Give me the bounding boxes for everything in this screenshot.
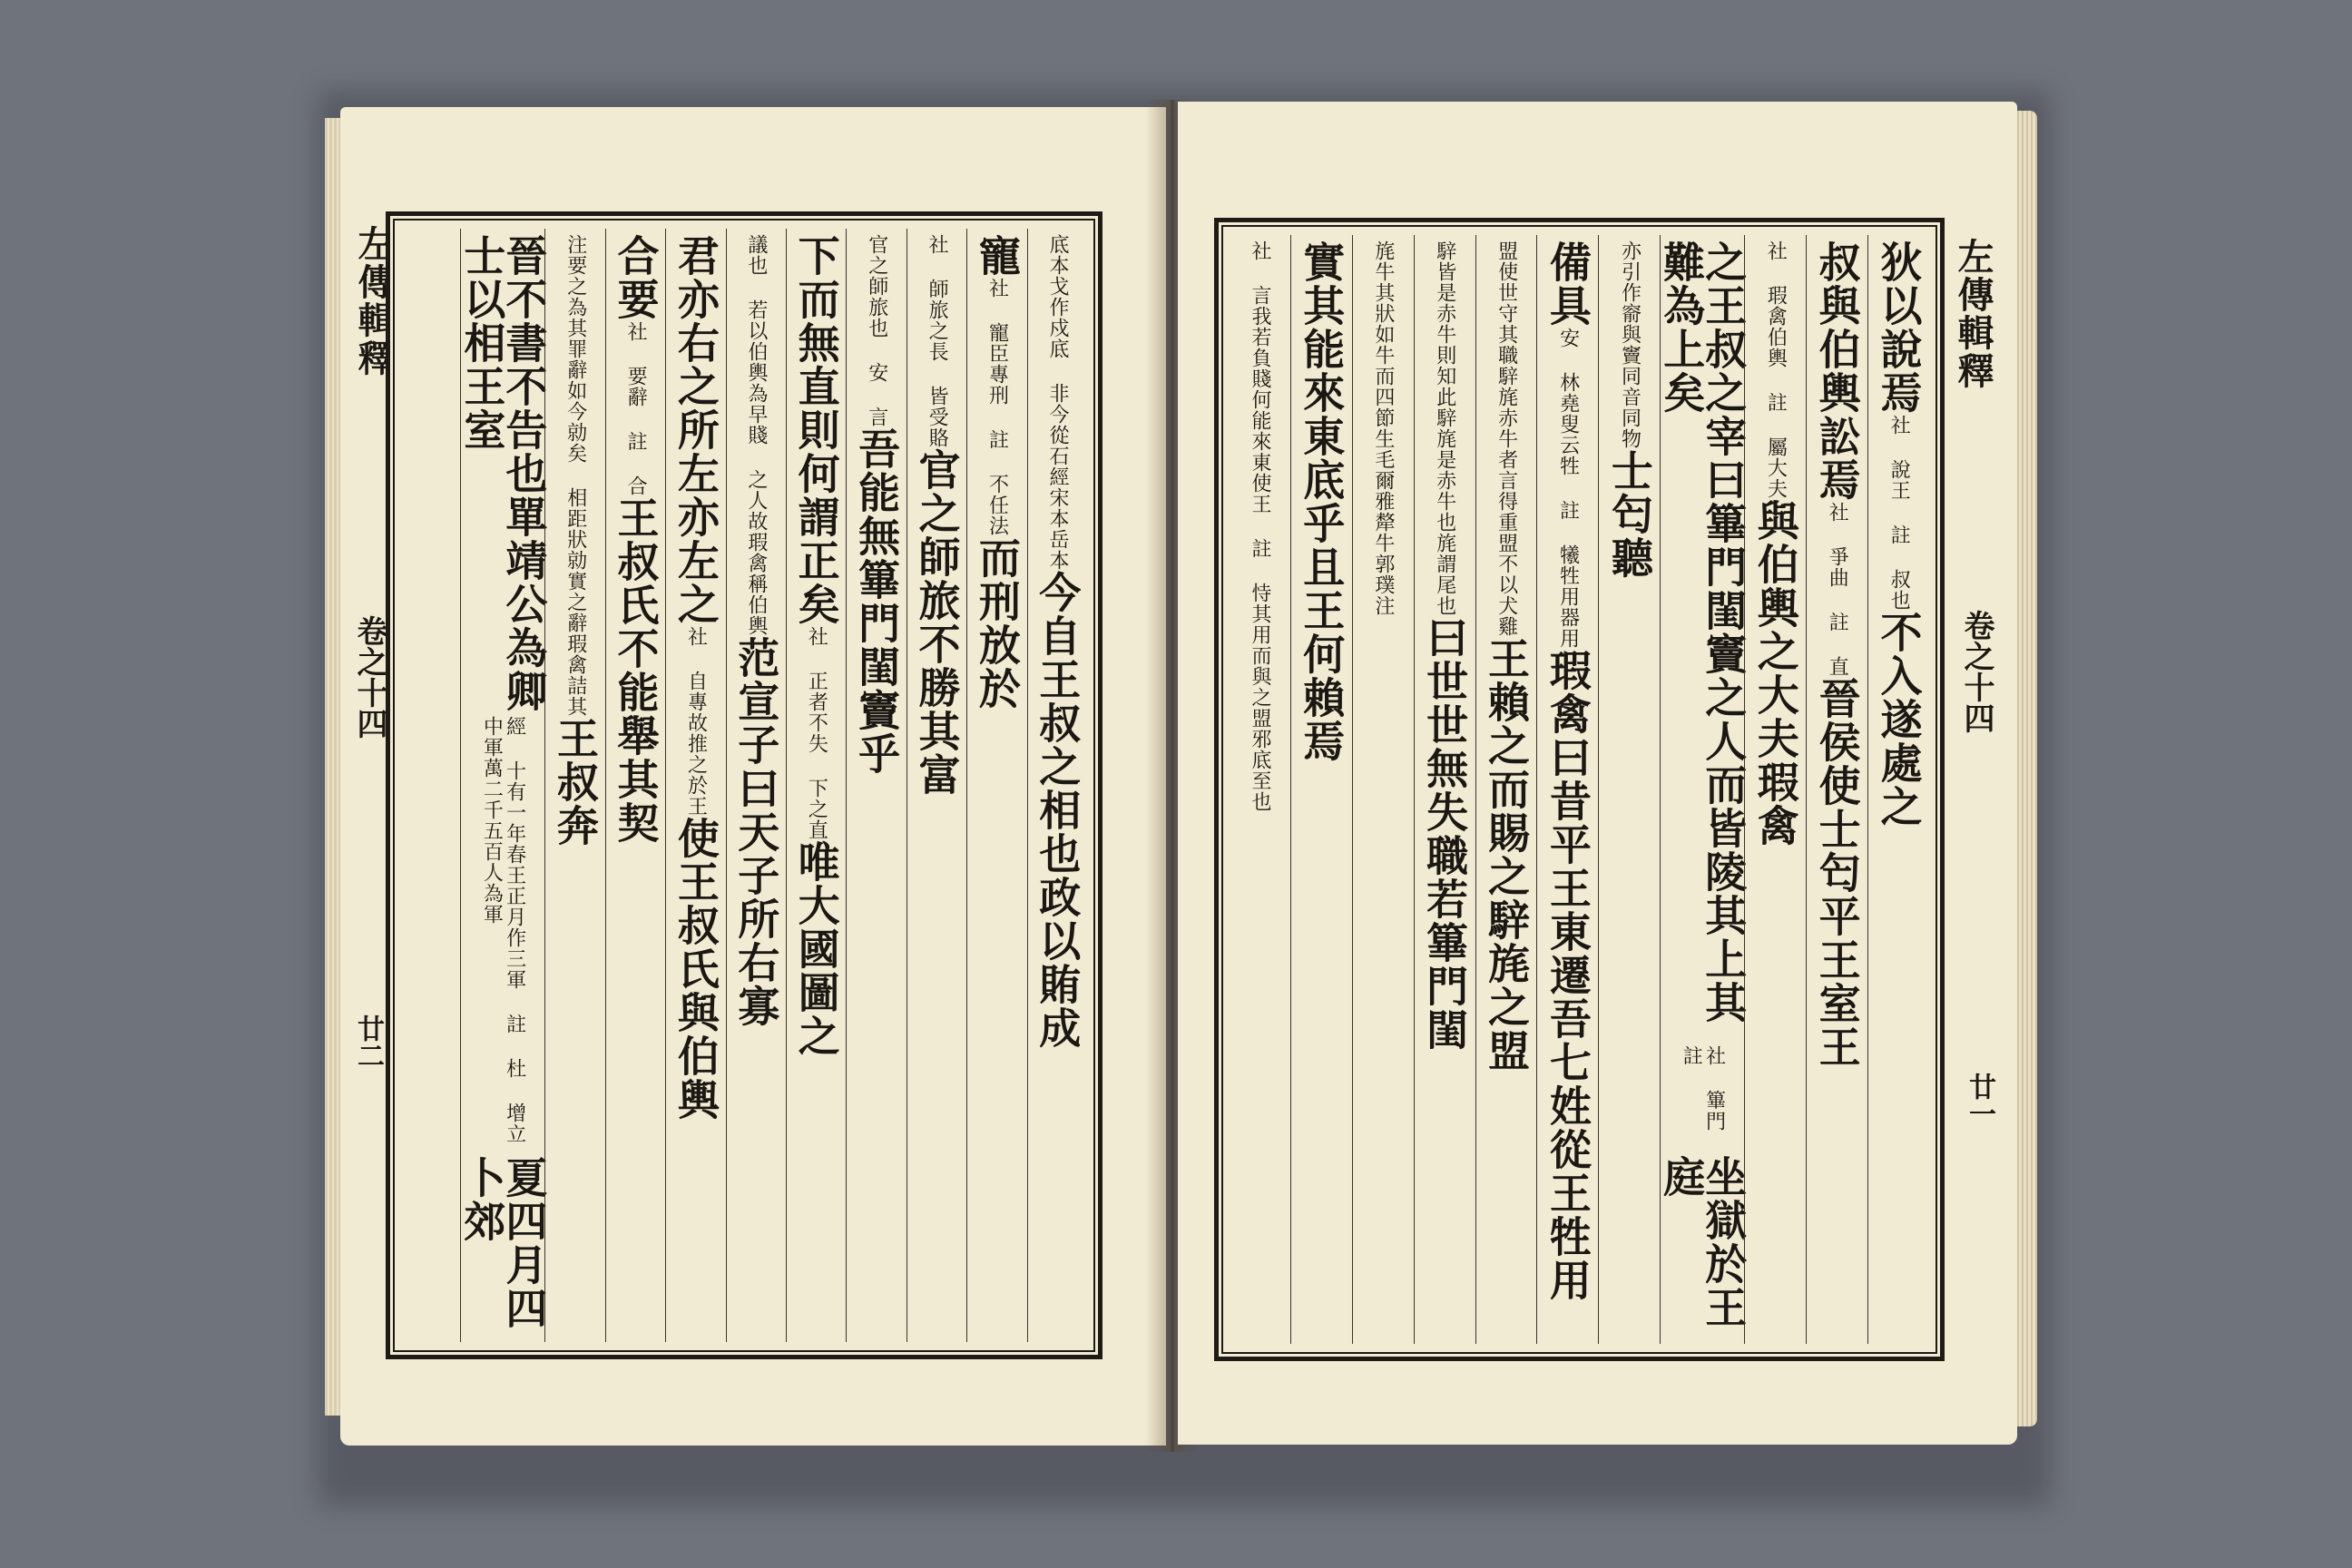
right-folio-number: 廿一 bbox=[1964, 1073, 1995, 1127]
left-page-text-column bbox=[401, 229, 460, 1342]
commentary-text: 社 說王 註 叔也 bbox=[1887, 415, 1911, 611]
commentary-text: 社 篳門 註 bbox=[1680, 1045, 1726, 1132]
left-text-frame bbox=[386, 211, 1102, 1359]
main-text: 狄以說焉 bbox=[1874, 240, 1924, 415]
left-page bbox=[340, 107, 1166, 1446]
commentary-text: 經 十有一年春王正月作三軍 註 杜 增立中軍萬二千五百人為軍 bbox=[480, 715, 526, 1144]
left-columns bbox=[401, 229, 1087, 1342]
commentary-text: 議也 若以伯輿為早賤 之人故瑕禽稱伯輿 bbox=[744, 234, 768, 636]
right-page-text-column bbox=[1536, 235, 1598, 1344]
right-page-text-column bbox=[1290, 235, 1352, 1344]
commentary-text: 官之師旅也 安 言 bbox=[865, 234, 888, 427]
commentary-text: 社 師旅之長 皆受賂 bbox=[926, 234, 949, 448]
main-text: 使王叔氏與伯輿 bbox=[671, 817, 720, 1122]
left-page-text-column bbox=[846, 229, 906, 1342]
left-margin-volume: 卷之十四 bbox=[351, 615, 387, 739]
commentary-text: 社 瑕禽伯輿 註 屬大夫 bbox=[1764, 240, 1788, 499]
main-text: 唯大國圖之 bbox=[791, 840, 841, 1058]
main-text: 下而無直則何謂正矣 bbox=[791, 234, 841, 626]
commentary-text: 亦引作窬與竇同音同物 bbox=[1618, 240, 1642, 449]
left-page-text-column bbox=[605, 229, 665, 1342]
main-text: 夏四月四卜郊 bbox=[457, 1155, 549, 1330]
right-page-text-column bbox=[1806, 235, 1867, 1344]
commentary-text: 社 爭曲 註 直 bbox=[1826, 502, 1849, 677]
right-page bbox=[1178, 102, 2017, 1445]
right-text-frame bbox=[1214, 218, 1945, 1361]
main-text: 備具 bbox=[1543, 240, 1592, 328]
commentary-text: 盟使世守其職騂旄赤牛者言得重盟不以犬雞 bbox=[1494, 240, 1518, 637]
commentary-text: 底本戈作戍底 非今從石經宋本岳本 bbox=[1045, 234, 1069, 571]
main-text: 官之師旅不勝其富 bbox=[912, 448, 962, 797]
right-page-text-column bbox=[1414, 235, 1475, 1344]
main-text: 而刑放於 bbox=[972, 536, 1022, 710]
left-page-text-column bbox=[966, 229, 1026, 1342]
main-text: 王賴之而賜之騂旄之盟 bbox=[1482, 637, 1532, 1073]
right-margin-volume: 卷之十四 bbox=[1958, 610, 1994, 733]
right-page-text-column bbox=[1598, 235, 1660, 1344]
right-columns bbox=[1230, 235, 1929, 1344]
left-page-text-column bbox=[457, 229, 549, 1342]
main-text: 王叔氏不能舉其契 bbox=[611, 496, 661, 845]
right-page-text-column bbox=[1475, 235, 1537, 1344]
main-text: 晉侯使士匄平王室王 bbox=[1812, 677, 1862, 1069]
left-margin-title: 左傳輯釋 bbox=[352, 225, 395, 377]
commentary-text: 社 寵臣專刑 註 不任法 bbox=[985, 278, 1009, 536]
main-text: 王叔奔 bbox=[551, 717, 601, 848]
commentary-text: 注要之為其罪辭如今勍矣 相距狀勍實之辭瑕禽詰其 bbox=[564, 234, 587, 717]
main-text: 君亦右之所左亦左之 bbox=[671, 234, 720, 626]
main-text: 寵 bbox=[972, 234, 1022, 278]
right-page-text-column bbox=[1867, 235, 1929, 1344]
main-text: 實其能來東底乎且王何賴焉 bbox=[1297, 240, 1347, 763]
main-text: 瑕禽曰昔平王東遷吾七姓從王牲用 bbox=[1543, 649, 1592, 1302]
commentary-text: 社 自專故推之於王 bbox=[684, 626, 708, 817]
commentary-text: 安 林堯叟云牲 註 犧牲用器用 bbox=[1556, 328, 1580, 649]
main-text: 晉不書不告也單靖公為卿士以相王室 bbox=[457, 234, 549, 713]
commentary-text: 社 要辭 註 合 bbox=[624, 321, 648, 496]
commentary-text: 旄牛其狀如牛而四節生毛爾雅犛牛郭璞注 bbox=[1371, 240, 1395, 616]
right-page-text-column bbox=[1657, 235, 1749, 1344]
left-page-text-column bbox=[1027, 229, 1087, 1342]
main-text: 之王叔之宰曰篳門閨竇之人而皆陵其上其難為上矣 bbox=[1657, 240, 1749, 1024]
left-page-text-column bbox=[726, 229, 786, 1342]
main-text: 與伯輿之大夫瑕禽 bbox=[1750, 499, 1800, 848]
main-text: 坐獄於王庭 bbox=[1657, 1155, 1749, 1330]
commentary-text: 騂皆是赤牛則知此騂旄是赤牛也旄謂尾也 bbox=[1433, 240, 1456, 616]
main-text: 叔與伯輿訟焉 bbox=[1812, 240, 1862, 502]
main-text: 不入遂處之 bbox=[1874, 611, 1924, 828]
commentary-text: 社 正者不失 下之直 bbox=[805, 626, 828, 840]
left-page-text-column bbox=[786, 229, 846, 1342]
main-text: 合要 bbox=[611, 234, 661, 321]
main-text: 曰世世無失職若篳門閨 bbox=[1420, 616, 1470, 1052]
right-page-text-column bbox=[1352, 235, 1414, 1344]
left-page-text-column bbox=[665, 229, 725, 1342]
right-margin-title: 左傳輯釋 bbox=[1952, 238, 1994, 390]
left-page-text-column bbox=[544, 229, 604, 1342]
left-page-text-column bbox=[906, 229, 966, 1342]
main-text: 范宣子曰天子所右寡 bbox=[731, 636, 781, 1028]
right-page-text-column bbox=[1744, 235, 1806, 1344]
right-page-text-column bbox=[1230, 235, 1290, 1344]
main-text: 今自王叔之相也政以賄成 bbox=[1033, 571, 1083, 1050]
main-text: 士匄聽 bbox=[1604, 449, 1654, 580]
commentary-text: 社 言我若負賤何能來東使王 註 恃其用而與之盟邪底至也 bbox=[1249, 240, 1272, 812]
left-folio-number: 廿二 bbox=[352, 1014, 384, 1069]
main-text: 吾能無篳門閨竇乎 bbox=[852, 427, 902, 776]
